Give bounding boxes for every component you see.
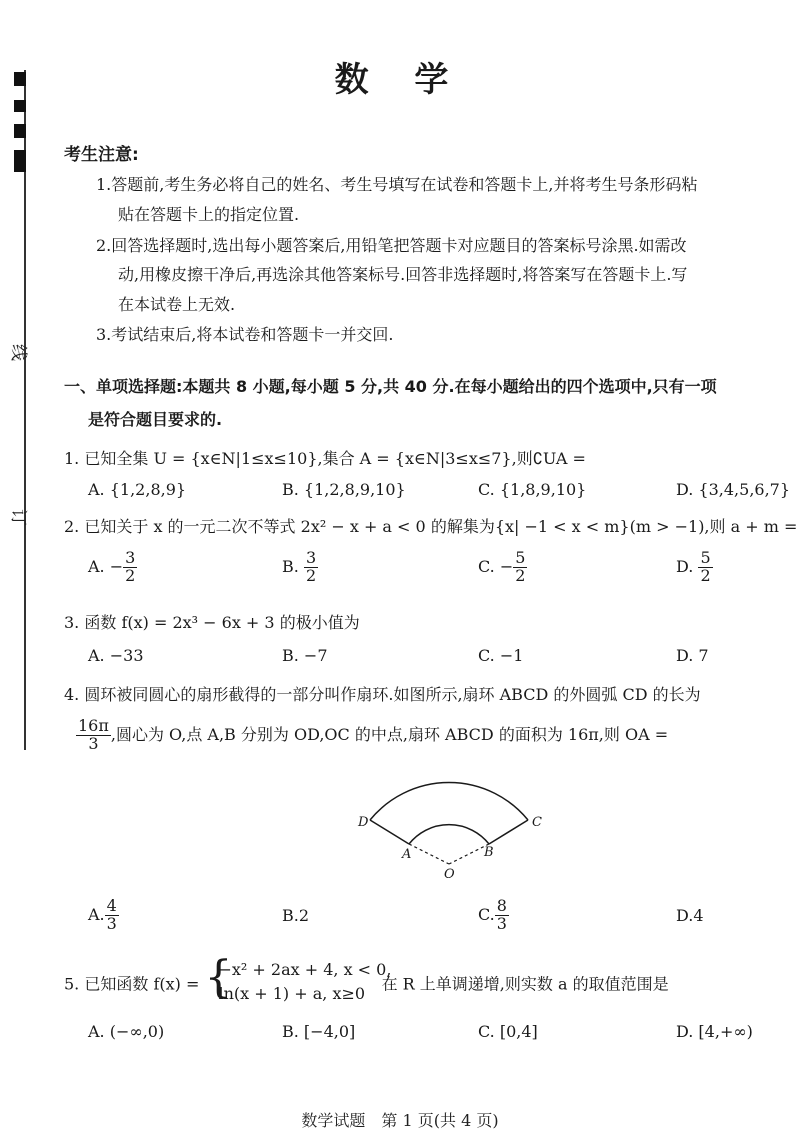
- fraction: $\frac{5}{2}$: [700, 548, 711, 585]
- fraction: $\frac{3}{2}$: [125, 548, 136, 585]
- q1-option-c: C. {1,8,9,10}: [478, 480, 587, 499]
- question-2-stem: 2. 已知关于 x 的一元二次不等式 2x² − x + a < 0 的解集为{x| −1 < x < m}(m > −1),则 a + m =: [64, 517, 798, 536]
- fraction: $\frac{8}{3}$: [496, 896, 507, 933]
- label-a: A: [402, 847, 412, 862]
- q4-option-a: A. $\frac{4}{3}$: [88, 896, 117, 933]
- notice-heading: 考生注意:: [64, 145, 139, 165]
- dashed-segment-ao: [409, 844, 449, 864]
- outer-arc-cd: [370, 783, 528, 820]
- q2-option-b: B. $\frac{3}{2}$: [282, 548, 317, 585]
- q5-option-d: D. [4,+∞): [676, 1022, 753, 1041]
- q4-option-d: D.4: [676, 906, 704, 925]
- section-heading-cont: 是符合题目要求的.: [88, 410, 223, 429]
- notice-line: 2.回答选择题时,选出每小题答案后,用铅笔把答题卡对应题目的答案标号涂黑.如需改: [96, 236, 687, 255]
- question-4-stem-cont: $\frac{16\pi}{3}$ ,圆心为 O,点 A,B 分别为 OD,OC 的中点,扇环 ABCD 的面积为 16π,则 OA =: [78, 718, 669, 753]
- fraction: $\frac{5}{2}$: [515, 548, 526, 585]
- piecewise-function: { −x² + 2ax + 4, x < 0, ln(x + 1) + a, x≥0: [204, 958, 392, 1003]
- q5-option-b: B. [−4,0]: [282, 1022, 356, 1041]
- q4-option-c: C. $\frac{8}{3}$: [478, 896, 507, 933]
- q3-option-d: D. 7: [676, 646, 709, 665]
- fraction: $\frac{3}{2}$: [305, 548, 317, 585]
- dashed-segment-bo: [449, 844, 489, 864]
- binding-mark: [14, 150, 26, 172]
- q3-option-b: B. −7: [282, 646, 328, 665]
- q3-option-c: C. −1: [478, 646, 524, 665]
- label-b: B: [484, 845, 494, 860]
- q5-option-c: C. [0,4]: [478, 1022, 538, 1041]
- question-3-stem: 3. 函数 f(x) = 2x³ − 6x + 3 的极小值为: [64, 613, 360, 632]
- q2-option-c: C. − $\frac{5}{2}$: [478, 548, 526, 585]
- question-1-stem: 1. 已知全集 U = {x∈N|1≤x≤10},集合 A = {x∈N|3≤x≤7},则∁UA =: [64, 449, 586, 468]
- binding-mark: [14, 100, 26, 112]
- label-o: O: [444, 867, 455, 882]
- q4-option-b: B.2: [282, 906, 310, 925]
- q3-option-a: A. −33: [88, 646, 144, 665]
- fraction: $\frac{4}{3}$: [106, 896, 117, 933]
- q1-option-d: D. {3,4,5,6,7}: [676, 480, 791, 499]
- page-title: 数 学: [334, 60, 466, 100]
- q1-option-b: B. {1,2,8,9,10}: [282, 480, 406, 499]
- notice-line: 在本试卷上无效.: [118, 295, 236, 314]
- notice-line: 动,用橡皮擦干净后,再选涂其他答案标号.回答非选择题时,将答案写在答题卡上.写: [118, 265, 688, 284]
- q2-option-a: A. − $\frac{3}{2}$: [88, 548, 136, 585]
- side-label-xian: 线: [8, 344, 28, 361]
- page-footer: 数学试题 第 1 页(共 4 页): [301, 1111, 499, 1130]
- section-heading: 一、单项选择题:本题共 8 小题,每小题 5 分,共 40 分.在每小题给出的四个选项中,只有一项: [64, 377, 717, 396]
- question-4-stem: 4. 圆环被同圆心的扇形截得的一部分叫作扇环.如图所示,扇环 ABCD 的外圆弧 CD 的长为: [64, 685, 701, 704]
- sector-ring-figure: [350, 770, 550, 882]
- fraction-arc-length: $\frac{16\pi}{3}$: [78, 718, 109, 753]
- binding-line: [24, 70, 26, 750]
- notice-line: 3.考试结束后,将本试卷和答题卡一并交回.: [96, 325, 394, 344]
- inner-arc-ab: [409, 825, 489, 844]
- left-brace: {: [204, 958, 233, 1003]
- q2-option-d: D. $\frac{5}{2}$: [676, 548, 711, 585]
- label-d: D: [358, 815, 369, 830]
- segment-cb: [489, 820, 528, 844]
- notice-line: 贴在答题卡上的指定位置.: [118, 205, 300, 224]
- question-5-stem: 5. 已知函数 f(x) = { −x² + 2ax + 4, x < 0, ln(x + 1) + a, x≥0 在 R 上单调递增,则实数 a 的取值范围是: [64, 958, 800, 1014]
- notice-line: 1.答题前,考生务必将自己的姓名、考生号填写在试卷和答题卡上,并将考生号条形码粘: [96, 175, 698, 194]
- q5-option-a: A. (−∞,0): [88, 1022, 165, 1041]
- label-c: C: [532, 815, 542, 830]
- side-label-ding: 订: [8, 509, 28, 526]
- q1-option-a: A. {1,2,8,9}: [88, 480, 187, 499]
- binding-mark: [14, 124, 26, 138]
- segment-da: [370, 820, 409, 844]
